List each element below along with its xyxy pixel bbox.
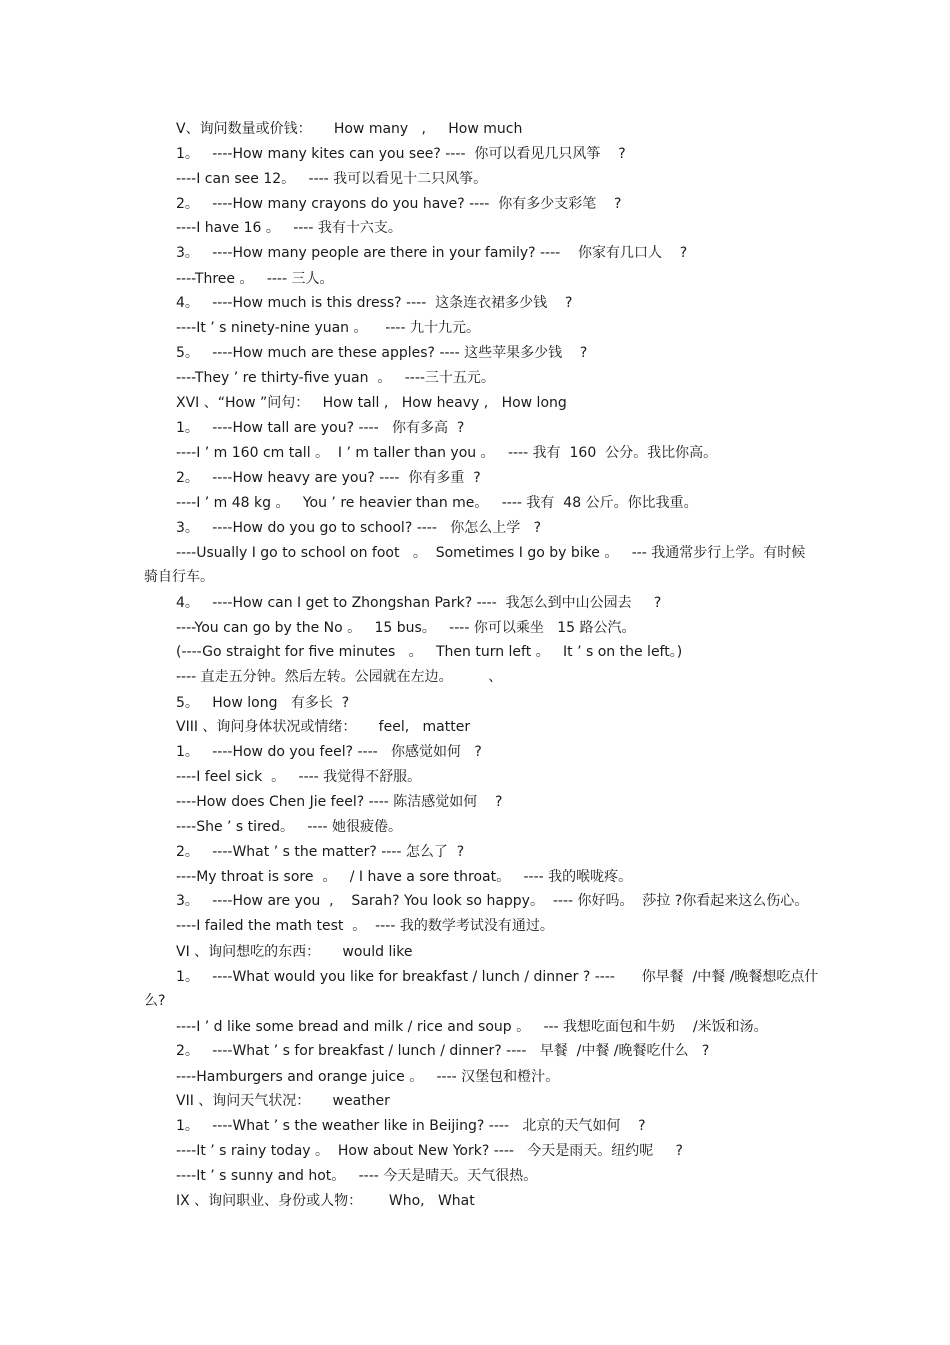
text-line: 5。 How long 有多长 ? bbox=[176, 695, 350, 711]
text-line: 2。 ----How many crayons do you have? ---- 你有多少支彩笔 ? bbox=[176, 196, 622, 212]
text-line: ----I ’ d like some bread and milk / rice and soup 。 --- 我想吃面包和牛奶 /米饭和汤。 bbox=[176, 1019, 768, 1035]
text-line: 3。 ----How are you , Sarah? You look so happy。 ---- 你好吗。 莎拉 ?你看起来这么伤心。 bbox=[176, 893, 809, 909]
text-line: ---- 直走五分钟。然后左转。公园就在左边。 、 bbox=[176, 669, 503, 685]
text-line: ----I have 16 。 ---- 我有十六支。 bbox=[176, 220, 402, 236]
text-line: ----They ’ re thirty-five yuan 。 ----三十五元。 bbox=[176, 370, 495, 386]
text-line: ----She ’ s tired。 ---- 她很疲倦。 bbox=[176, 819, 403, 835]
text-line: 2。 ----What ’ s for breakfast / lunch / dinner? ---- 早餐 /中餐 /晚餐吃什么 ? bbox=[176, 1043, 710, 1059]
text-line: ----I can see 12。 ---- 我可以看见十二只风筝。 bbox=[176, 171, 488, 187]
text-line: ----It ’ s ninety-nine yuan 。 ---- 九十九元。 bbox=[176, 320, 480, 336]
text-line: ----I feel sick 。 ---- 我觉得不舒服。 bbox=[176, 769, 422, 785]
text-line: ----Usually I go to school on foot 。 Sometimes I go by bike 。 --- 我通常步行上学。有时候 bbox=[176, 545, 806, 561]
text-line: 3。 ----How do you go to school? ---- 你怎么上学 ? bbox=[176, 520, 542, 536]
text-line: ----My throat is sore 。 / I have a sore throat。 ---- 我的喉咙疼。 bbox=[176, 869, 633, 885]
text-line: ----Hamburgers and orange juice 。 ---- 汉堡包和橙汁。 bbox=[176, 1069, 560, 1085]
section-heading: VIII 、询问身体状况或情绪： feel, matter bbox=[176, 719, 471, 735]
section-heading: V、询问数量或价钱： How many , How much bbox=[176, 121, 523, 137]
text-line: 2。 ----How heavy are you? ---- 你有多重 ? bbox=[176, 470, 481, 486]
text-line: 1。 ----How do you feel? ---- 你感觉如何 ? bbox=[176, 744, 482, 760]
text-line: ----You can go by the No 。 15 bus。 ---- 你可以乘坐 15 路公汽。 bbox=[176, 620, 636, 636]
text-line: 4。 ----How much is this dress? ---- 这条连衣裙多少钱 ? bbox=[176, 295, 573, 311]
section-heading: XVI 、“How ”问句： How tall , How heavy , How long bbox=[176, 395, 567, 411]
text-line: ----It ’ s rainy today 。 How about New York? ---- 今天是雨天。纽约呢 ? bbox=[176, 1143, 683, 1159]
section-heading: IX 、询问职业、身份或人物： Who, What bbox=[176, 1193, 475, 1209]
text-line: 1。 ----What would you like for breakfast / lunch / dinner ? ---- 你早餐 /中餐 /晚餐想吃点什 bbox=[176, 969, 819, 985]
text-line: 2。 ----What ’ s the matter? ---- 怎么了 ? bbox=[176, 844, 465, 860]
text-line: 5。 ----How much are these apples? ---- 这些苹果多少钱 ? bbox=[176, 345, 588, 361]
text-line: 3。 ----How many people are there in your family? ---- 你家有几口人 ? bbox=[176, 245, 688, 261]
text-line: 1。 ----How tall are you? ---- 你有多高 ? bbox=[176, 420, 465, 436]
text-line: 1。 ----What ’ s the weather like in Beijing? ---- 北京的天气如何 ? bbox=[176, 1118, 646, 1134]
text-line: 1。 ----How many kites can you see? ---- 你可以看见几只风筝 ? bbox=[176, 146, 626, 162]
text-line: ----I ’ m 160 cm tall 。 I ’ m taller than you 。 ---- 我有 160 公分。我比你高。 bbox=[176, 445, 718, 461]
section-heading: VI 、询问想吃的东西： would like bbox=[176, 944, 413, 960]
section-heading: VII 、询问天气状况： weather bbox=[176, 1093, 390, 1109]
text-line-continuation: 么? bbox=[144, 993, 166, 1009]
text-line: ----It ’ s sunny and hot。 ---- 今天是晴天。天气很热。 bbox=[176, 1168, 538, 1184]
text-line: ----Three 。 ---- 三人。 bbox=[176, 271, 334, 287]
text-line: ----How does Chen Jie feel? ---- 陈洁感觉如何 ? bbox=[176, 794, 503, 810]
text-line: 4。 ----How can I get to Zhongshan Park? ---- 我怎么到中山公园去 ? bbox=[176, 595, 662, 611]
text-line: (----Go straight for five minutes 。 Then turn left 。 It ’ s on the left。) bbox=[176, 644, 683, 660]
text-line: ----I ’ m 48 kg 。 You ’ re heavier than me。 ---- 我有 48 公斤。你比我重。 bbox=[176, 495, 698, 511]
text-line-continuation: 骑自行车。 bbox=[144, 569, 214, 585]
text-line: ----I failed the math test 。 ---- 我的数学考试没有通过。 bbox=[176, 918, 554, 934]
